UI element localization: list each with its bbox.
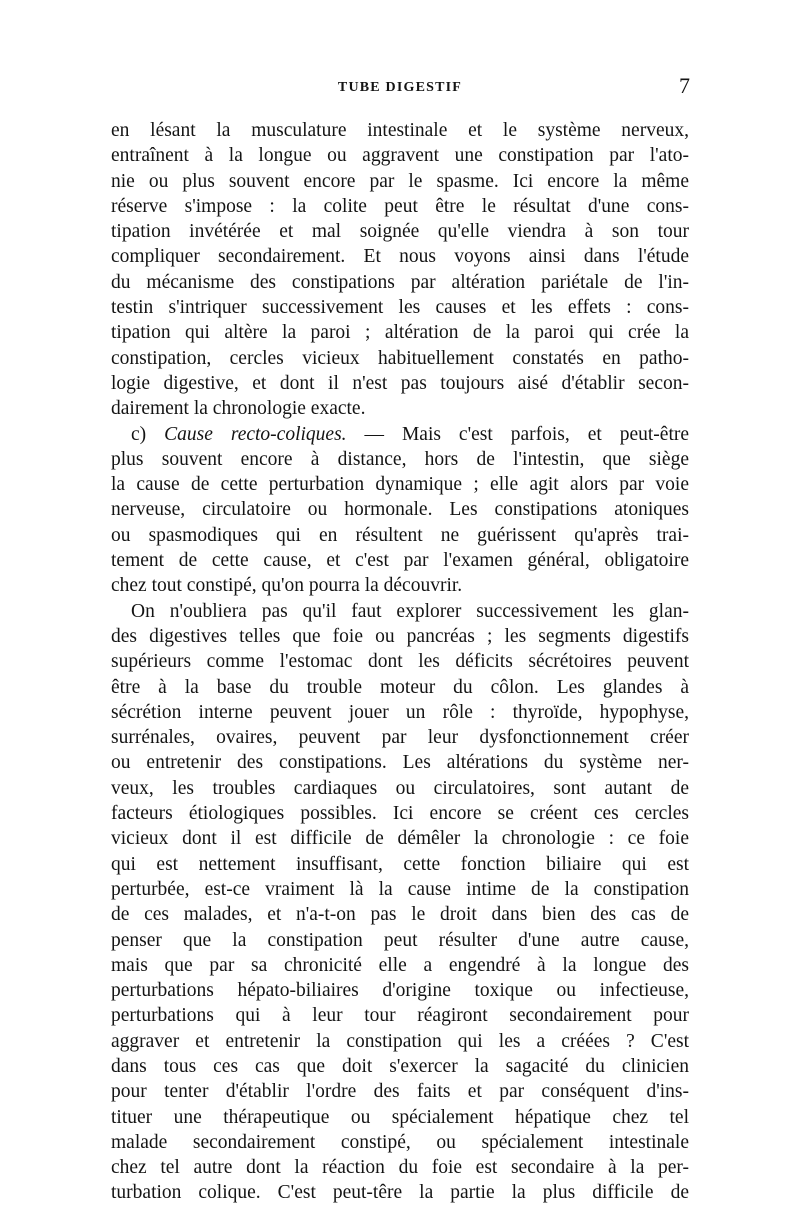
text-line: perturbations hépato-biliaires d'origine toxique ou infectieuse, — [111, 980, 689, 1002]
text-line: des digestives telles que foie ou pancréas ; les segments digestifs — [111, 625, 689, 647]
text-line: sécrétion interne peuvent jouer un rôle : thyroïde, hypophyse, — [111, 701, 689, 723]
text-line: constipation, cercles vicieux habituellement constatés en patho- — [111, 347, 689, 369]
text-line: supérieurs comme l'estomac dont les déficits sécrétoires peuvent — [111, 651, 689, 673]
running-title: TUBE DIGESTIF — [337, 80, 463, 95]
text-line: tement de cette cause, et c'est par l'examen général, obligatoire — [111, 550, 689, 572]
text-line: plus souvent encore à distance, hors de l'intestin, que siège — [111, 448, 689, 470]
text-line: On n'oubliera pas qu'il faut explorer successivement les glan- — [131, 600, 689, 622]
page-number: 7 — [679, 73, 690, 98]
text-line: ou spasmodiques qui en résultent ne guérissent qu'après trai- — [111, 524, 689, 546]
text-line: penser que la constipation peut résulter d'une autre cause, — [111, 929, 689, 951]
text-line: chez tel autre dont la réaction du foie est secondaire à la per- — [111, 1157, 689, 1179]
text-line: être à la base du trouble moteur du côlon. Les glandes à — [111, 676, 689, 698]
text-line: dans tous ces cas que doit s'exercer la sagacité du clinicien — [111, 1055, 689, 1077]
running-head — [110, 73, 690, 100]
text-line: ou entretenir des constipations. Les altérations du système ner- — [111, 752, 689, 774]
text-line: mais que par sa chronicité elle a engendré à la longue des — [111, 954, 689, 976]
text-line: tipation qui altère la paroi ; altération de la paroi qui crée la — [111, 322, 689, 344]
text-line: tituer une thérapeutique ou spécialement hépatique chez tel — [111, 1106, 689, 1128]
section-c-marker: c) — [131, 423, 147, 445]
text-line: perturbations qui à leur tour réagiront secondairement pour — [111, 1005, 689, 1027]
text-line: entraînent à la longue ou aggravent une constipation par l'ato- — [111, 145, 689, 167]
text-line: veux, les troubles cardiaques ou circulatoires, sont autant de — [111, 777, 689, 799]
text-line: aggraver et entretenir la constipation qui les a créées ? C'est — [111, 1030, 689, 1052]
text-line: testin s'intriquer successivement les causes et les effets : cons- — [111, 297, 689, 319]
text-line: pour tenter d'établir l'ordre des faits et par conséquent d'ins- — [111, 1081, 689, 1103]
text-line: turbation colique. C'est peut-têre la partie la plus difficile de — [111, 1182, 689, 1204]
text-line: la cause de cette perturbation dynamique ; elle agit alors par voie — [111, 474, 689, 496]
body-text — [111, 118, 689, 1206]
text-line: malade secondairement constipé, ou spécialement intestinale — [111, 1131, 689, 1153]
text-line: compliquer secondairement. Et nous voyons ainsi dans l'étude — [111, 246, 689, 268]
text-line: du mécanisme des constipations par altération pariétale de l'in- — [111, 271, 689, 293]
text-line: surrénales, ovaires, peuvent par leur dysfonctionnement créer — [111, 727, 689, 749]
text-line: perturbée, est-ce vraiment là la cause intime de la constipation — [111, 878, 689, 900]
section-c-text: — Mais c'est parfois, et peut-être — [364, 423, 689, 445]
text-line: tipation invétérée et mal soignée qu'elle viendra à son tour — [111, 221, 689, 243]
text-line: dairement la chronologie exacte. — [111, 398, 366, 420]
text-line: réserve s'impose : la colite peut être le résultat d'une cons- — [111, 195, 689, 217]
text-line: en lésant la musculature intestinale et le système nerveux, — [111, 120, 689, 141]
text-line: nie ou plus souvent encore par le spasme. Ici encore la même — [111, 170, 689, 192]
text-line: qui est nettement insuffisant, cette fonction biliaire qui est — [111, 853, 689, 875]
text-line: chez tout constipé, qu'on pourra la découvrir. — [111, 575, 463, 597]
text-line: vicieux dont il est difficile de démêler la chronologie : ce foie — [111, 828, 689, 850]
section-c-heading-line — [111, 422, 689, 447]
text-line: nerveuse, circulatoire ou hormonale. Les constipations atoniques — [111, 499, 689, 521]
text-line: logie digestive, et dont il n'est pas toujours aisé d'établir secon- — [111, 372, 689, 394]
text-line: facteurs étiologiques possibles. Ici encore se créent ces cercles — [111, 803, 689, 825]
section-c-title: Cause recto-coliques. — [164, 423, 347, 445]
text-line: de ces malades, et n'a-t-on pas le droit dans bien des cas de — [111, 904, 689, 926]
